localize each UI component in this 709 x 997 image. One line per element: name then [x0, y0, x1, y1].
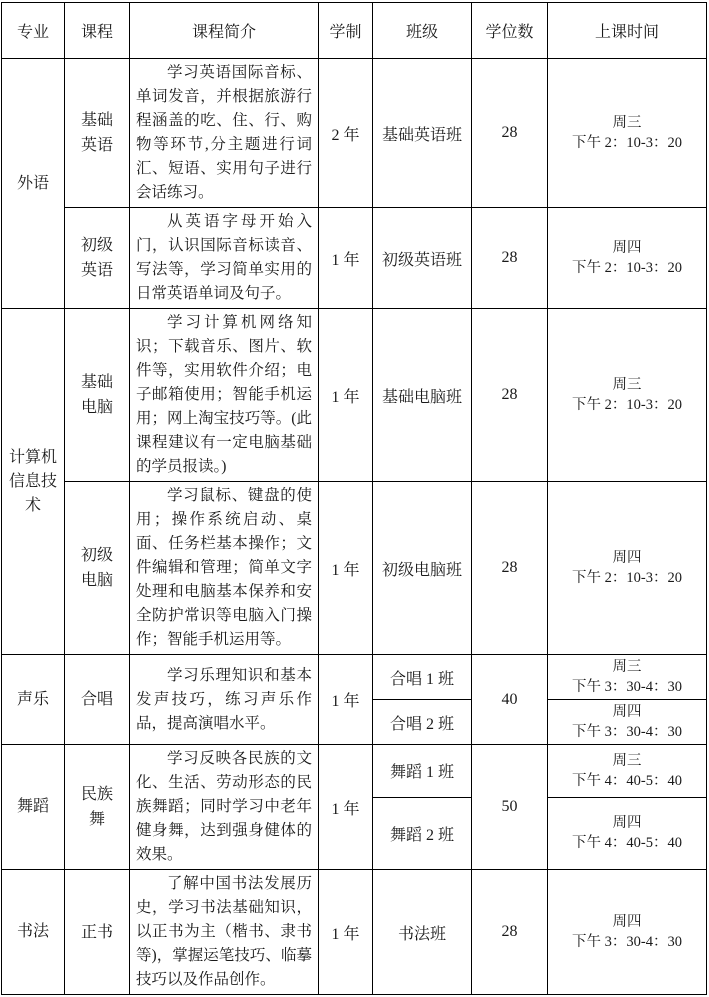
row-computer-basic: [2, 309, 707, 482]
intro-paragraph: 从英语字母开始入门，认识国际音标读音、写法等，学习简单实用的日常英语单词及句子。: [136, 213, 312, 302]
cell-duration-english-primary: 1 年: [319, 208, 373, 309]
cell-seats-chorus: 40: [472, 655, 548, 745]
time-day: 周三: [612, 377, 642, 393]
cell-intro-english-basic: [130, 59, 319, 208]
cell-duration-chorus: 1 年: [319, 655, 373, 745]
cell-course-english-primary: 初级英语: [65, 208, 130, 309]
row-english-primary: [2, 208, 707, 309]
cell-time-dance-1: [548, 745, 707, 798]
time-day: 周三: [612, 115, 642, 131]
time-range: 下午 4：40-5：40: [572, 772, 682, 789]
cell-class-english-primary: 初级英语班: [373, 208, 472, 309]
intro-paragraph: 学习英语国际音标、单词发音，并根据旅游行程涵盖的吃、住、行、购物等环节,分主题进行词汇、短语、实用句子进行会话练习。: [136, 64, 312, 201]
row-dance-class1: [2, 745, 707, 798]
cell-major-dance: 舞蹈: [2, 745, 65, 870]
time-day: 周四: [612, 914, 642, 930]
cell-class-chorus-1: 合唱 1 班: [373, 655, 472, 700]
cell-class-chorus-2: 合唱 2 班: [373, 700, 472, 745]
cell-duration-computer-primary: 1 年: [319, 482, 373, 655]
cell-class-calligraphy: 书法班: [373, 870, 472, 995]
time-range: 下午 3：30-4：30: [572, 724, 682, 740]
cell-course-english-basic: 基础英语: [65, 59, 130, 208]
cell-intro-chorus: [130, 655, 319, 745]
cell-time-dance-2: [548, 797, 707, 869]
cell-seats-calligraphy: 28: [472, 870, 548, 995]
time-range: 下午 2：10-3：20: [572, 135, 682, 151]
cell-intro-folk-dance: [130, 745, 319, 870]
cell-class-computer-basic: 基础电脑班: [373, 309, 472, 482]
cell-class-dance-2: 舞蹈 2 班: [373, 797, 472, 869]
cell-course-computer-basic: 基础电脑: [65, 309, 130, 482]
cell-seats-english-basic: 28: [472, 59, 548, 208]
time-range: 下午 2：10-3：20: [572, 260, 682, 276]
cell-intro-calligraphy: [130, 870, 319, 995]
time-day: 周四: [612, 815, 642, 832]
header-class: 班级: [373, 3, 472, 59]
header-time: 上课时间: [548, 3, 707, 59]
cell-course-chorus: 合唱: [65, 655, 130, 745]
cell-duration-english-basic: 2 年: [319, 59, 373, 208]
cell-time-calligraphy: [548, 870, 707, 995]
intro-paragraph: 学习乐理知识和基本发声技巧，练习声乐作品，提高演唱水平。: [136, 666, 312, 732]
row-computer-primary: [2, 482, 707, 655]
header-major: 专业: [2, 3, 65, 59]
cell-time-chorus-2: [548, 700, 707, 745]
cell-duration-folk-dance: 1 年: [319, 745, 373, 870]
cell-class-computer-primary: 初级电脑班: [373, 482, 472, 655]
cell-duration-computer-basic: 1 年: [319, 309, 373, 482]
cell-duration-calligraphy: 1 年: [319, 870, 373, 995]
header-row: [2, 3, 707, 59]
cell-major-foreign-language: 外语: [2, 59, 65, 309]
cell-class-dance-1: 舞蹈 1 班: [373, 745, 472, 798]
cell-time-computer-basic: [548, 309, 707, 482]
time-range: 下午 3：30-4：30: [572, 934, 682, 950]
cell-time-chorus-1: [548, 655, 707, 700]
cell-time-english-basic: [548, 59, 707, 208]
cell-course-computer-primary: 初级电脑: [65, 482, 130, 655]
time-day: 周四: [612, 550, 642, 566]
cell-intro-computer-primary: [130, 482, 319, 655]
cell-major-computer-it: 计算机信息技术: [2, 309, 65, 655]
cell-seats-computer-primary: 28: [472, 482, 548, 655]
time-range: 下午 2：10-3：20: [572, 570, 682, 586]
cell-time-computer-primary: [548, 482, 707, 655]
cell-seats-english-primary: 28: [472, 208, 548, 309]
cell-course-regular-script: 正书: [65, 870, 130, 995]
cell-course-folk-dance: 民族舞: [65, 745, 130, 870]
time-day: 周三: [612, 752, 642, 769]
header-course: 课程: [65, 3, 130, 59]
header-seats: 学位数: [472, 3, 548, 59]
time-day: 周四: [612, 704, 642, 720]
time-range: 下午 3：30-4：30: [572, 679, 682, 695]
course-schedule-table: [1, 2, 707, 995]
intro-paragraph: 了解中国书法发展历史，学习书法基础知识，以正书为主（楷书、隶书等)，掌握运笔技巧、临摹技巧以及作品创作。: [136, 875, 312, 988]
row-vocal-class1: [2, 655, 707, 700]
time-range: 下午 4：40-5：40: [572, 835, 682, 852]
cell-major-vocal: 声乐: [2, 655, 65, 745]
time-day: 周四: [612, 240, 642, 256]
cell-intro-computer-basic: [130, 309, 319, 482]
time-day: 周三: [612, 659, 642, 675]
cell-seats-dance: 50: [472, 745, 548, 870]
cell-seats-computer-basic: 28: [472, 309, 548, 482]
cell-major-calligraphy: 书法: [2, 870, 65, 995]
cell-time-english-primary: [548, 208, 707, 309]
cell-class-english-basic: 基础英语班: [373, 59, 472, 208]
row-calligraphy: [2, 870, 707, 995]
time-range: 下午 2：10-3：20: [572, 397, 682, 413]
intro-paragraph: 学习鼠标、键盘的使用；操作系统启动、桌面、任务栏基本操作；文件编辑和管理；简单文字处理和电脑基本保养和安全防护常识等电脑入门操作；智能手机运用等。: [136, 487, 312, 648]
header-duration: 学制: [319, 3, 373, 59]
intro-paragraph: 学习反映各民族的文化、生活、劳动形态的民族舞蹈；同时学习中老年健身舞，达到强身健体的效果。: [136, 750, 312, 863]
header-intro: 课程简介: [130, 3, 319, 59]
cell-intro-english-primary: [130, 208, 319, 309]
intro-paragraph: 学习计算机网络知识；下载音乐、图片、软件等，实用软件介绍；电子邮箱使用；智能手机运用；网上淘宝技巧等。(此课程建议有一定电脑基础的学员报读。): [136, 314, 312, 475]
row-english-basic: [2, 59, 707, 208]
